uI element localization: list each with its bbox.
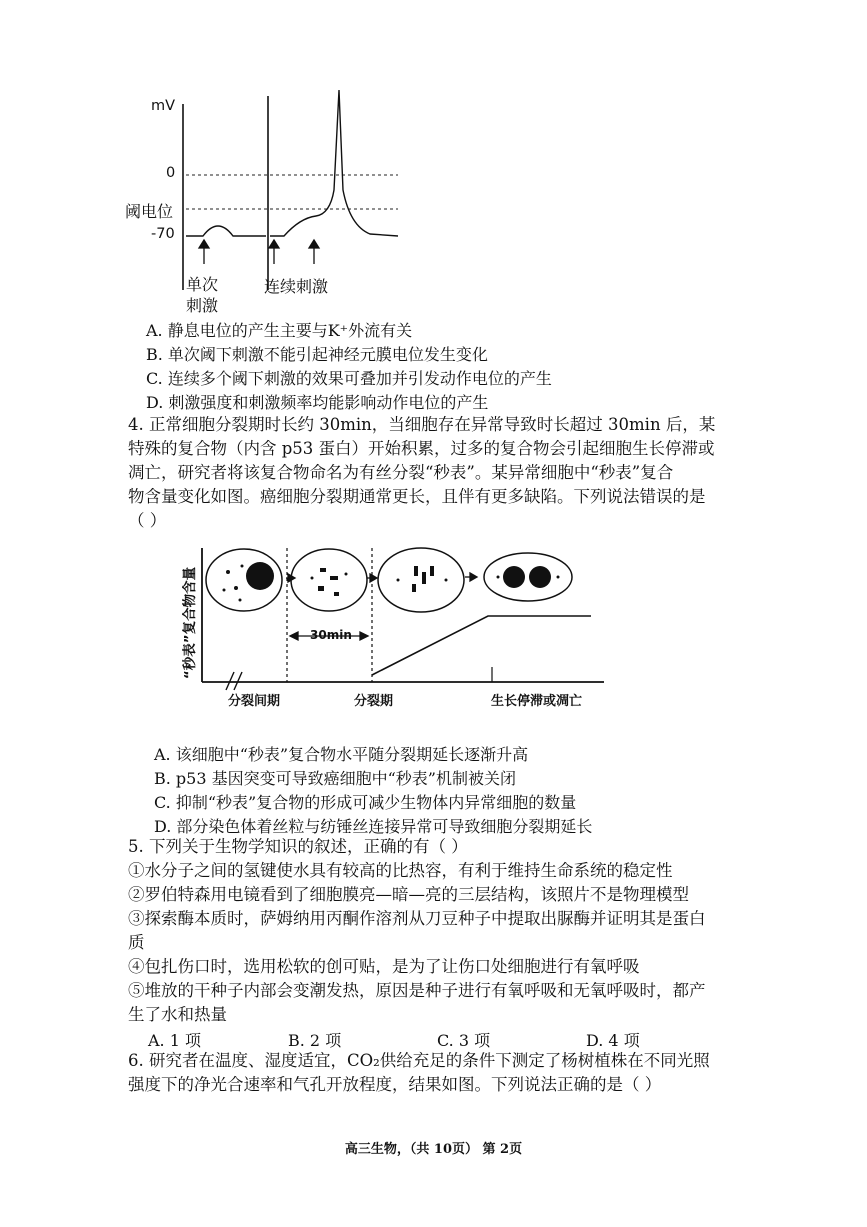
fig1-label-continuous: 连续刺激 — [264, 277, 329, 296]
q4-stem-line-3: 凋亡，研究者将该复合物命名为有丝分裂“秒表”。某异常细胞中“秒表”复合 — [128, 463, 674, 482]
fig1-label-single-1: 单次 — [186, 275, 219, 294]
q5-item-3-cont: 质 — [128, 933, 145, 952]
q4-option-d: D. 部分染色体着丝粒与纺锤丝连接异常可导致细胞分裂期延长 — [154, 817, 593, 836]
fig2-y-label: “秒表”复合物含量 — [182, 566, 198, 680]
q3-option-a: A. 静息电位的产生主要与K⁺外流有关 — [146, 321, 413, 340]
q4-stem-line-4: 物含量变化如图。癌细胞分裂期通常更长，且伴有更多缺陷。下列说法错误的是 — [128, 487, 706, 506]
q4-option-b: B. p53 基因突变可导致癌细胞中“秒表”机制被关闭 — [154, 769, 516, 788]
fig1-tick-threshold: 阈电位 — [125, 202, 174, 221]
q4-stem-line-1: 4. 正常细胞分裂期时长约 30min，当细胞存在异常导致时长超过 30min 后，某 — [128, 415, 716, 434]
fig1-y-unit: mV — [151, 98, 176, 114]
q5-item-2: ②罗伯特森用电镜看到了细胞膜亮—暗—亮的三层结构，该照片不是物理模型 — [128, 885, 689, 904]
q4-option-c: C. 抑制“秒表”复合物的形成可减少生物体内异常细胞的数量 — [154, 793, 577, 812]
q5-item-5-cont: 生了水和热量 — [128, 1005, 227, 1024]
q3-option-b: B. 单次阈下刺激不能引起神经元膜电位发生变化 — [146, 345, 488, 364]
fig1-tick-rest: -70 — [151, 226, 175, 242]
q5-option-b: B. 2 项 — [288, 1031, 342, 1050]
fig2-cell-metaphase — [378, 548, 464, 612]
fig2-content-curve — [372, 616, 591, 675]
fig2-x-label-interphase: 分裂间期 — [228, 694, 281, 709]
fig1-label-single-2: 刺激 — [186, 296, 219, 315]
q5-stem: 5. 下列关于生物学知识的叙述，正确的有（ ） — [128, 837, 468, 856]
q3-option-c: C. 连续多个阈下刺激的效果可叠加并引发动作电位的产生 — [146, 369, 552, 388]
q5-item-4: ④包扎伤口时，选用松软的创可贴，是为了让伤口处细胞进行有氧呼吸 — [128, 957, 640, 976]
q5-item-3: ③探索酶本质时，萨姆纳用丙酮作溶剂从刀豆种子中提取出脲酶并证明其是蛋白 — [128, 909, 706, 928]
q4-option-a: A. 该细胞中“秒表”复合物水平随分裂期延长逐渐升高 — [154, 745, 529, 764]
q4-stem-line-5: （ ） — [128, 511, 167, 530]
q5-item-5: ⑤堆放的干种子内部会变潮发热，原因是种子进行有氧呼吸和无氧呼吸时，都产 — [128, 981, 706, 1000]
fig2-cell-prophase — [291, 549, 367, 611]
q5-item-1: ①水分子之间的氢键使水具有较高的比热容，有利于维持生命系统的稳定性 — [128, 861, 673, 880]
q6-stem-line-2: 强度下的净光合速率和气孔开放程度，结果如图。下列说法正确的是（ ） — [128, 1075, 662, 1094]
q5-option-a: A. 1 项 — [148, 1031, 201, 1050]
fig2-x-label-mitosis: 分裂期 — [354, 694, 394, 709]
fig1-tick-zero: 0 — [166, 165, 176, 181]
fig2-duration-label: 30min — [310, 628, 352, 642]
q5-option-c: C. 3 项 — [437, 1031, 491, 1050]
q5-option-d: D. 4 项 — [586, 1031, 640, 1050]
q6-stem-line-1: 6. 研究者在温度、湿度适宜，CO₂供给充足的条件下测定了杨树植株在不同光照 — [128, 1051, 710, 1070]
fig2-x-label-arrest: 生长停滞或凋亡 — [491, 694, 583, 709]
q4-stem-line-2: 特殊的复合物（内含 p53 蛋白）开始积累，过多的复合物会引起细胞生长停滞或 — [128, 439, 715, 458]
page-footer: 高三生物，（共 10页） 第 2页 — [344, 1142, 523, 1157]
q3-option-d: D. 刺激强度和刺激频率均能影响动作电位的产生 — [146, 393, 489, 412]
